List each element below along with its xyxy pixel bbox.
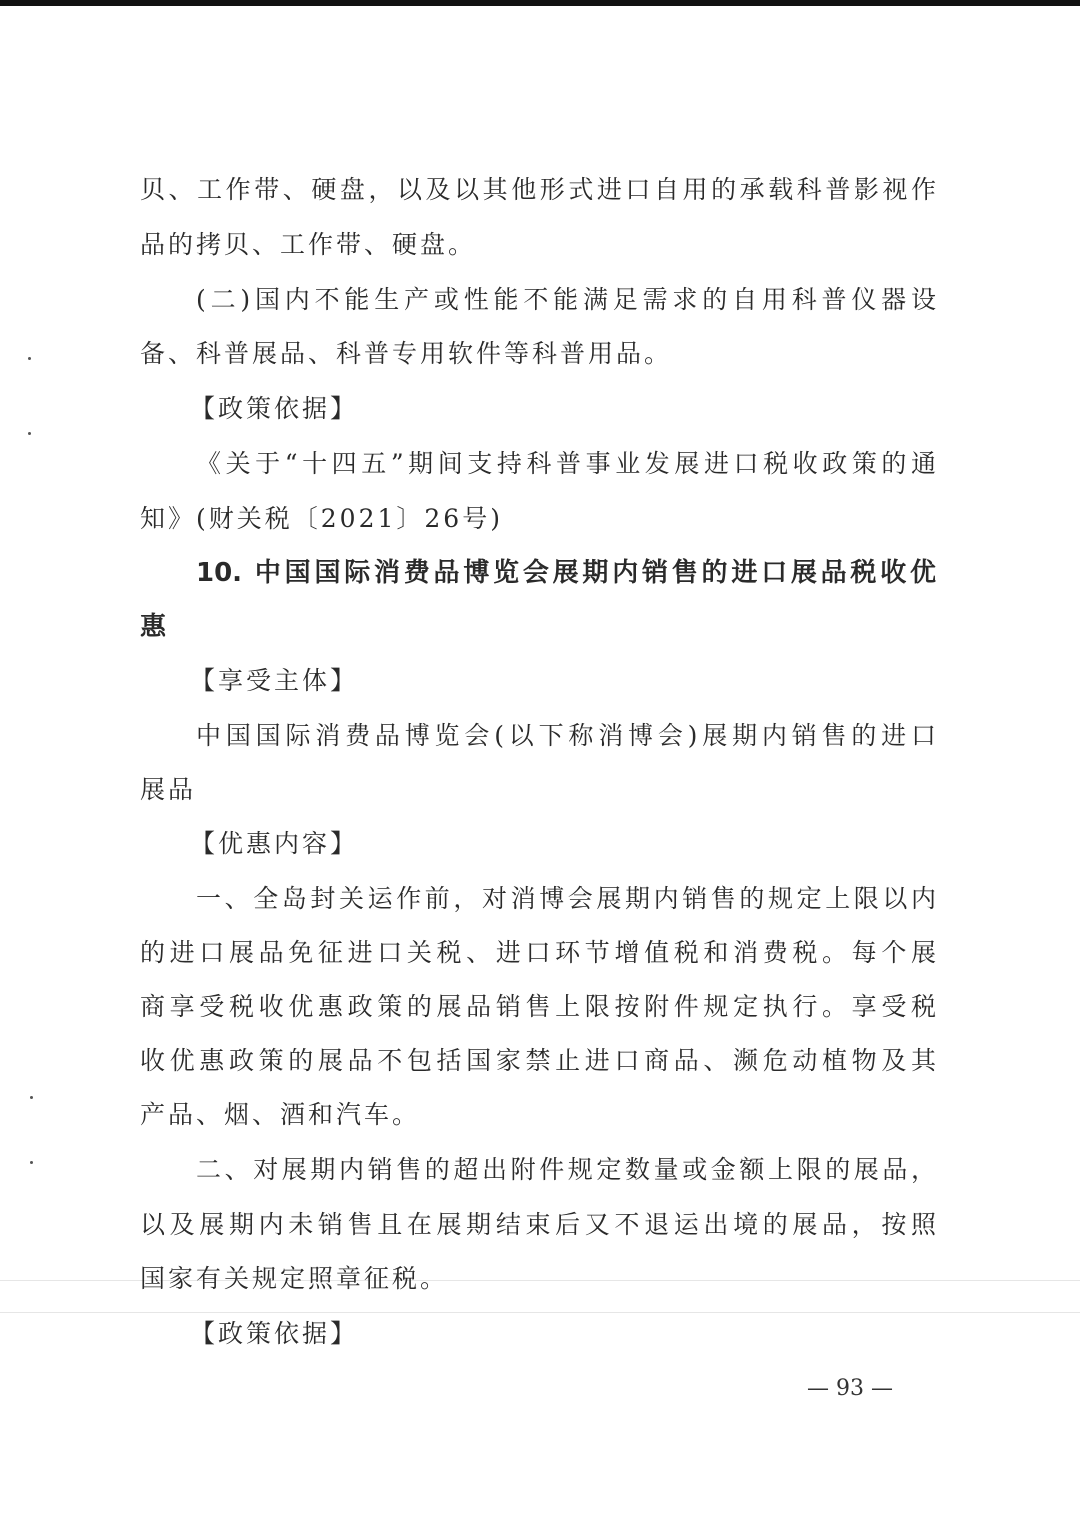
scan-speck	[28, 357, 31, 360]
body-text-line: 以及展期内未销售且在展期结束后又不退运出境的展品，按照	[140, 1210, 936, 1239]
policy-basis-heading: 【政策依据】	[190, 1319, 359, 1348]
scan-speck	[28, 432, 31, 435]
body-text-line: 备、科普展品、科普专用软件等科普用品。	[140, 339, 673, 368]
body-text-line: 的进口展品免征进口关税、进口环节增值税和消费税。每个展	[140, 938, 936, 967]
body-text-line: 国家有关规定照章征税。	[140, 1264, 449, 1293]
body-text-line: 二、对展期内销售的超出附件规定数量或金额上限的展品，	[196, 1155, 936, 1184]
body-text-line: 《关于“十四五”期间支持科普事业发展进口税收政策的通	[196, 449, 936, 478]
benefit-heading: 【优惠内容】	[190, 829, 359, 858]
body-text-line: 商享受税收优惠政策的展品销售上限按附件规定执行。享受税	[140, 992, 936, 1021]
policy-basis-heading: 【政策依据】	[190, 394, 359, 423]
body-text-line: 知》(财关税〔2021〕26号)	[140, 504, 503, 533]
section-title: 10. 中国国际消费品博览会展期内销售的进口展品税收优	[196, 558, 936, 588]
scan-edge	[0, 0, 1080, 6]
beneficiary-heading: 【享受主体】	[190, 666, 359, 695]
body-text-line: 收优惠政策的展品不包括国家禁止进口商品、濒危动植物及其	[140, 1046, 936, 1075]
scan-speck	[30, 1096, 33, 1099]
scan-artifact-line	[0, 1312, 1080, 1313]
body-text-line: 一、全岛封关运作前，对消博会展期内销售的规定上限以内	[196, 884, 936, 913]
section-title: 惠	[140, 612, 170, 642]
body-text-line: 中国国际消费品博览会(以下称消博会)展期内销售的进口	[196, 721, 936, 750]
body-text-line: (二)国内不能生产或性能不能满足需求的自用科普仪器设	[196, 285, 936, 314]
body-text-line: 品的拷贝、工作带、硬盘。	[140, 230, 477, 259]
body-text-line: 产品、烟、酒和汽车。	[140, 1100, 421, 1129]
body-text-line: 展品	[140, 775, 197, 804]
scan-speck	[30, 1161, 33, 1164]
body-text-line: 贝、工作带、硬盘，以及以其他形式进口自用的承载科普影视作	[140, 175, 936, 204]
page-number: — 93 —	[807, 1376, 893, 1401]
